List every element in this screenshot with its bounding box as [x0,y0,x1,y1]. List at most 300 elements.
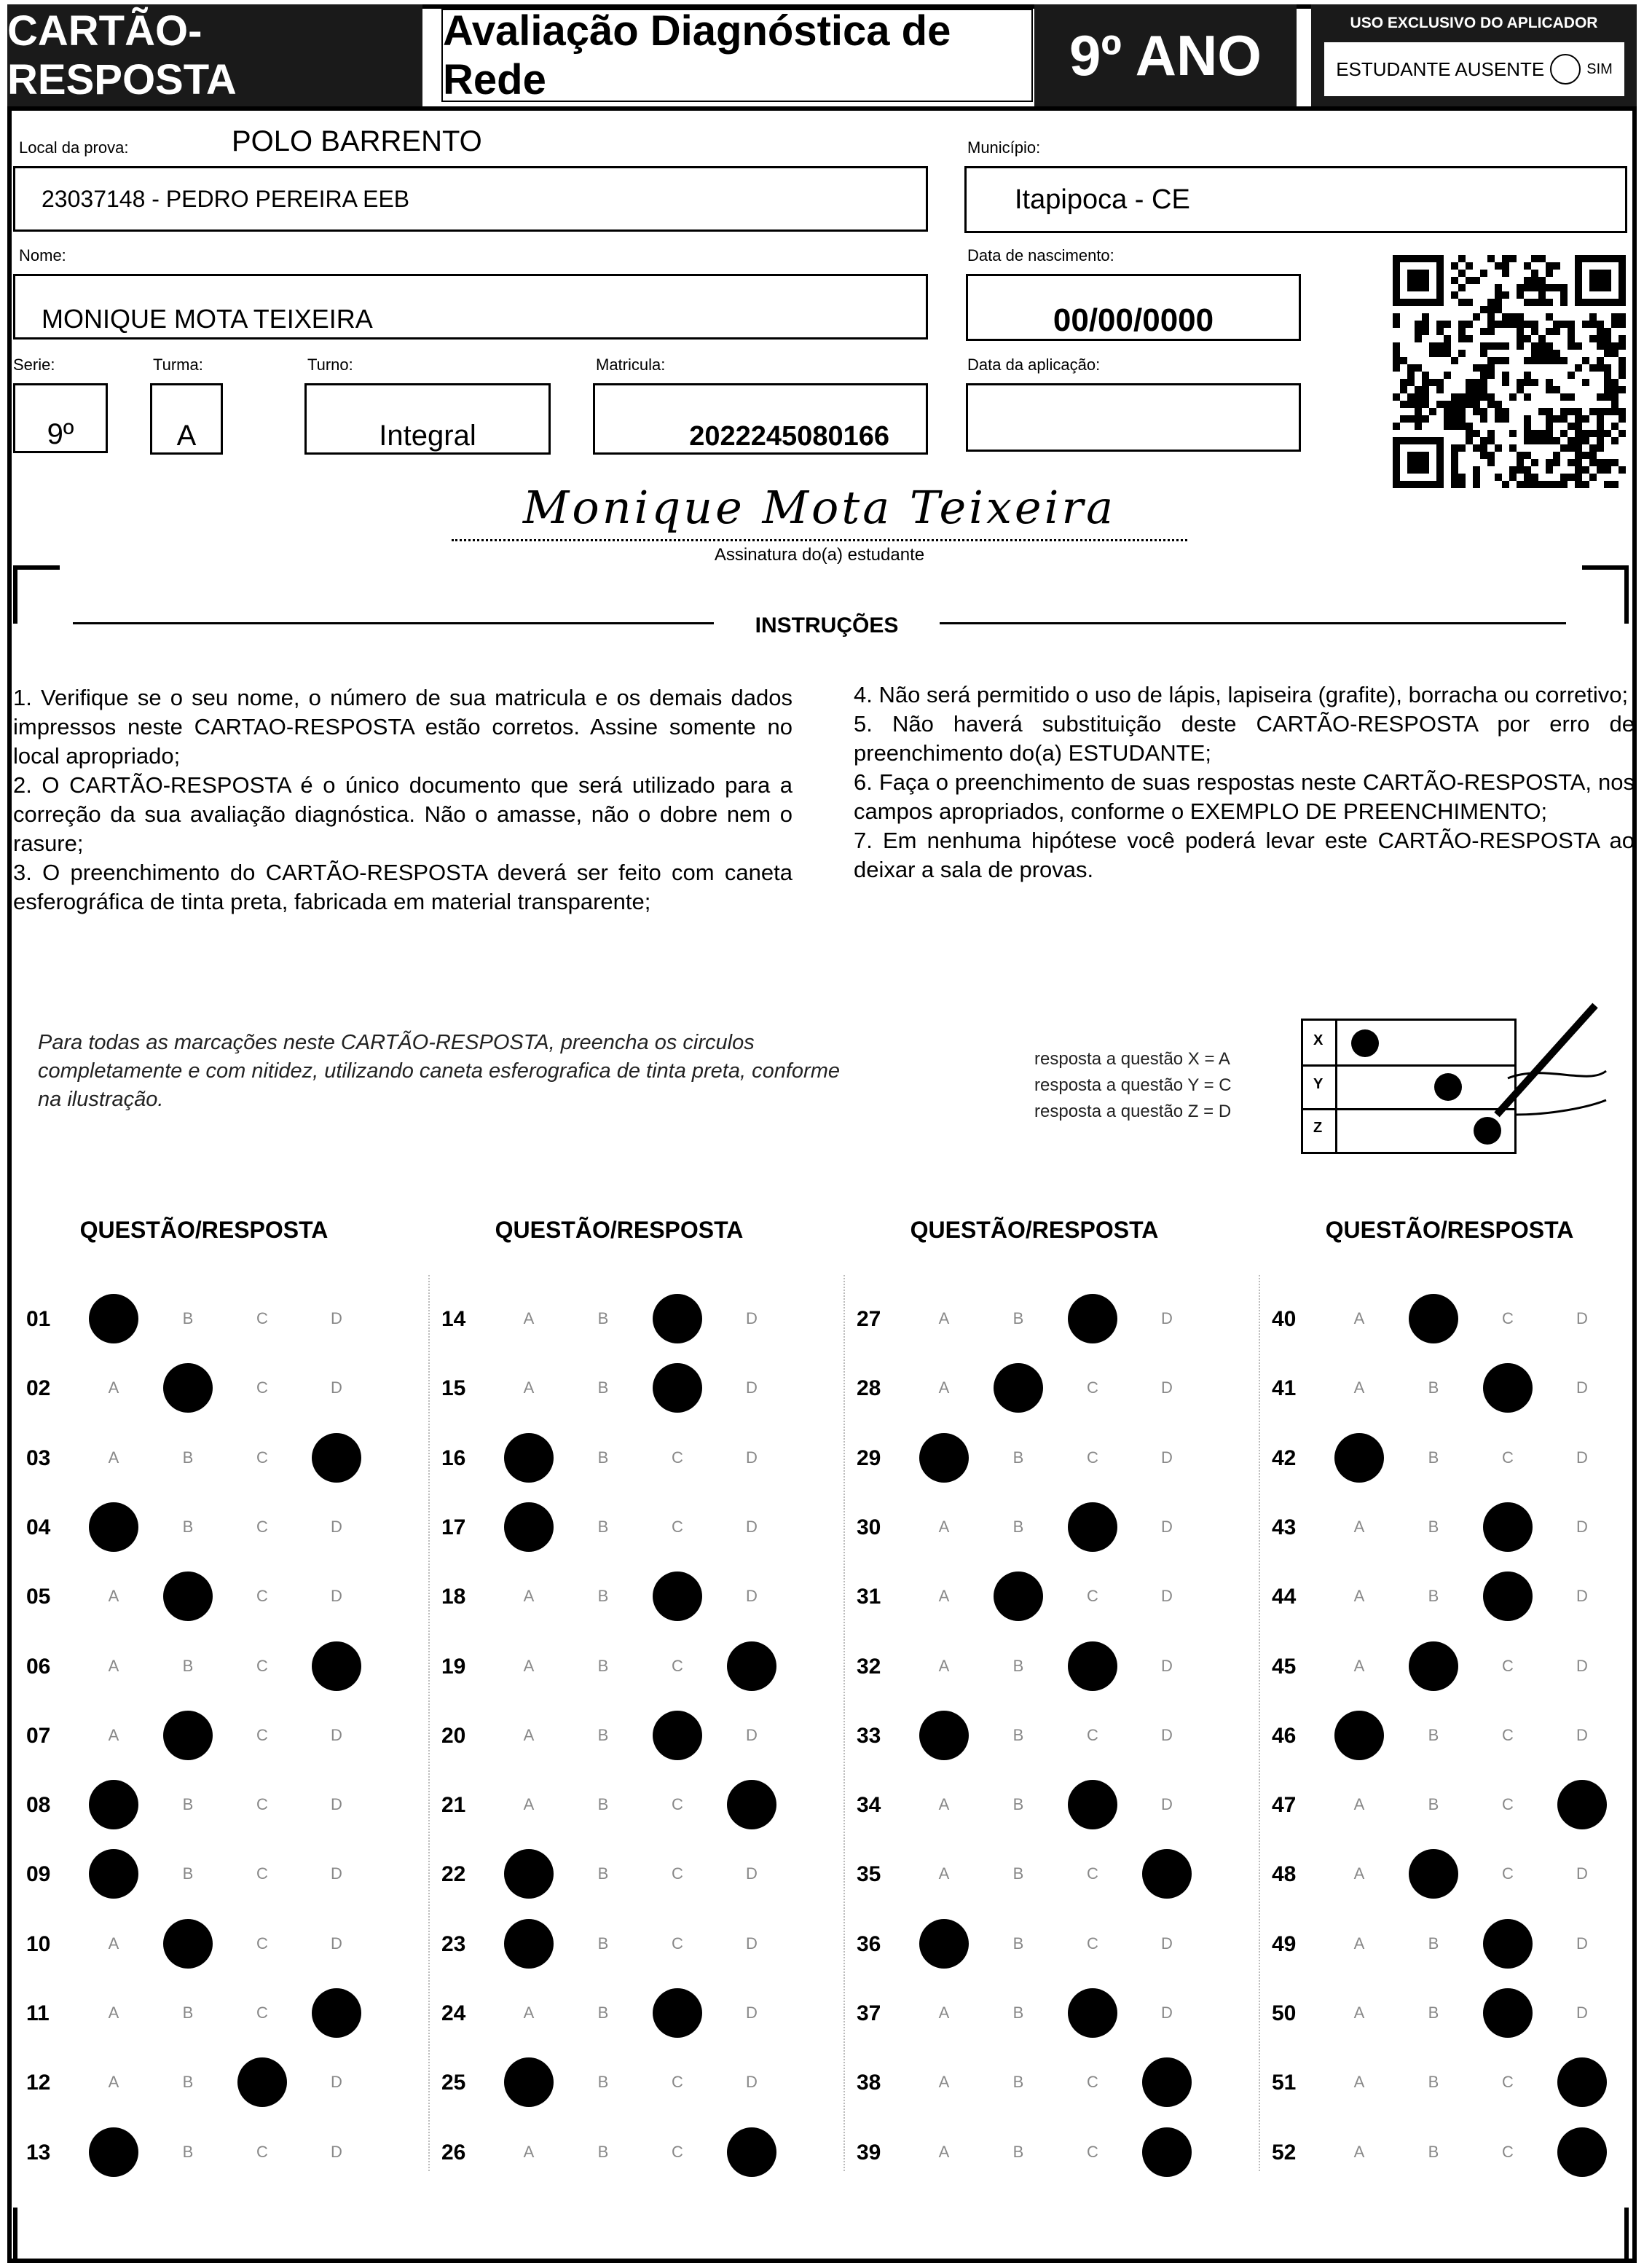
school-field [13,166,928,232]
instruction-3: 3. O preenchimento do CARTÃO-RESPOSTA deverá ser feito com caneta esferográfica de tinta preta, fabricada em material transparente; [13,860,792,914]
bubble-47-d[interactable]: D [1557,1780,1607,1829]
bubble-29-d[interactable]: D [1161,1448,1173,1467]
bubble-31-b[interactable]: B [994,1571,1043,1621]
bubble-49-d[interactable]: D [1576,1934,1588,1953]
bubble-10-a[interactable]: A [108,1934,119,1953]
bubble-28-c[interactable]: C [1087,1378,1098,1397]
bubble-27-b[interactable]: B [1012,1309,1024,1327]
bubble-16-b[interactable]: B [597,1448,609,1467]
turma-label: Turma: [153,356,203,374]
bubble-19-a[interactable]: A [523,1656,535,1675]
question-number: 21 [441,1793,466,1818]
bubble-30-c[interactable]: C [1068,1502,1117,1552]
question-number: 38 [857,2071,881,2095]
bubble-37-a[interactable]: A [938,2004,950,2022]
bubble-44-d[interactable]: D [1576,1587,1588,1606]
bubble-34-b[interactable]: B [1012,1795,1024,1814]
bubble-11-a[interactable]: A [108,2004,119,2022]
bubble-31-d[interactable]: D [1161,1587,1173,1606]
bubble-30-a[interactable]: A [938,1517,950,1536]
bubble-29-c[interactable]: C [1087,1448,1098,1467]
bubble-28-a[interactable]: A [938,1378,950,1397]
bubble-50-d[interactable]: D [1576,2004,1588,2022]
bubble-04-d[interactable]: D [331,1517,342,1536]
question-number: 16 [441,1445,466,1470]
bubble-19-b[interactable]: B [597,1656,609,1675]
bubble-12-a[interactable]: A [108,2073,119,2092]
bubble-52-d[interactable]: D [1557,2127,1607,2177]
bubble-22-a[interactable]: A [504,1849,554,1899]
nascimento-label: Data de nascimento: [967,246,1114,264]
bubble-16-a[interactable]: A [504,1433,554,1483]
bubble-41-b[interactable]: B [1428,1378,1439,1397]
applicator-block [1311,4,1637,106]
bubble-03-a[interactable]: A [108,1448,119,1467]
question-number: 22 [441,1862,466,1887]
instruction-6: 6. Faça o preenchimento de suas respostas neste CARTÃO-RESPOSTA, nos campos apropriados, conforme o EXEMPLO DE PREENCHIMENTO; [854,769,1635,824]
bubble-27-a[interactable]: A [938,1309,950,1327]
bubble-04-c[interactable]: C [256,1517,268,1536]
turma-field [150,383,223,455]
bubble-06-b[interactable]: B [182,1656,194,1675]
bubble-46-c[interactable]: C [1502,1725,1514,1744]
bubble-13-c[interactable]: C [256,2142,268,2161]
turno-label: Turno: [307,356,353,374]
bubble-13-d[interactable]: D [331,2142,342,2161]
bubble-09-a[interactable]: A [89,1849,138,1899]
question-number: 47 [1272,1793,1297,1818]
bubble-39-c[interactable]: C [1087,2142,1098,2161]
bubble-32-d[interactable]: D [1161,1656,1173,1675]
question-number: 18 [441,1585,466,1609]
bubble-41-c[interactable]: C [1483,1363,1533,1413]
bubble-50-c[interactable]: C [1483,1988,1533,2038]
bubble-22-b[interactable]: B [597,1864,609,1883]
bubble-15-c[interactable]: C [653,1363,702,1413]
bubble-29-b[interactable]: B [1012,1448,1024,1467]
bubble-11-b[interactable]: B [182,2004,194,2022]
bubble-45-a[interactable]: A [1353,1656,1365,1675]
pen-illustration [1464,998,1610,1144]
signature: Monique Mota Teixeira [522,481,1117,534]
question-number: 46 [1272,1723,1297,1748]
question-number: 19 [441,1654,466,1679]
bubble-14-c[interactable]: C [653,1294,702,1343]
example-row-z: Z [1313,1120,1323,1136]
bubble-06-d[interactable]: D [312,1641,361,1691]
bubble-15-d[interactable]: D [746,1378,758,1397]
bubble-27-d[interactable]: D [1161,1309,1173,1327]
answers-header-2: QUESTÃO/RESPOSTA [495,1217,744,1243]
bubble-35-d[interactable]: D [1142,1849,1192,1899]
bubble-12-b[interactable]: B [182,2073,194,2092]
bubble-38-b[interactable]: B [1012,2073,1024,2092]
bubble-27-c[interactable]: C [1068,1294,1117,1343]
bubble-02-d[interactable]: D [331,1378,342,1397]
card-title: CARTÃO-RESPOSTA [7,7,237,103]
bubble-47-b[interactable]: B [1428,1795,1439,1814]
bubble-25-a[interactable]: A [504,2057,554,2107]
absent-label: ESTUDANTE AUSENTE [1336,58,1545,80]
bubble-05-d[interactable]: D [331,1587,342,1606]
bubble-26-d[interactable]: D [727,2127,776,2177]
bubble-30-b[interactable]: B [1012,1517,1024,1536]
header-subtitle-block [441,9,1033,102]
instruction-2: 2. O CARTÃO-RESPOSTA é o único documento que será utilizado para a correção da sua avaliação diagnóstica. Não o amasse, não o dobre nem o rasure; [13,772,792,856]
bubble-20-c[interactable]: C [653,1711,702,1760]
bubble-52-a[interactable]: A [1353,2142,1365,2161]
bubble-40-b[interactable]: B [1409,1294,1458,1343]
bubble-32-c[interactable]: C [1068,1641,1117,1691]
bubble-41-a[interactable]: A [1353,1378,1365,1397]
bubble-19-c[interactable]: C [672,1656,683,1675]
bubble-07-c[interactable]: C [256,1725,268,1744]
question-number: 27 [857,1307,881,1331]
bubble-37-c[interactable]: C [1068,1988,1117,2038]
question-number: 35 [857,1862,881,1887]
question-number: 52 [1272,2140,1297,2165]
example-legend [1034,1046,1232,1125]
nome-value: MONIQUE MOTA TEIXEIRA [42,304,373,334]
question-number: 39 [857,2140,881,2165]
bubble-15-b[interactable]: B [597,1378,609,1397]
question-number: 11 [26,2001,50,2025]
bubble-13-b[interactable]: B [182,2142,194,2161]
bubble-05-a[interactable]: A [108,1587,119,1606]
bubble-33-c[interactable]: C [1087,1725,1098,1744]
matricula-label: Matricula: [596,356,666,374]
bubble-36-d[interactable]: D [1161,1934,1173,1953]
bubble-01-c[interactable]: C [256,1309,268,1327]
bubble-18-b[interactable]: B [597,1587,609,1606]
bubble-17-c[interactable]: C [672,1517,683,1536]
municipio-label: Município: [967,138,1041,157]
bubble-05-b[interactable]: B [163,1571,213,1621]
bubble-01-b[interactable]: B [182,1309,194,1327]
bubble-51-b[interactable]: B [1428,2073,1439,2092]
bubble-02-a[interactable]: A [108,1378,119,1397]
question-number: 02 [26,1376,51,1401]
question-number: 13 [26,2140,51,2165]
bubble-22-c[interactable]: C [672,1864,683,1883]
bubble-17-a[interactable]: A [504,1502,554,1552]
bubble-20-a[interactable]: A [523,1725,535,1744]
bubble-45-d[interactable]: D [1576,1656,1588,1675]
bubble-39-b[interactable]: B [1012,2142,1024,2161]
bubble-28-d[interactable]: D [1161,1378,1173,1397]
bubble-32-b[interactable]: B [1012,1656,1024,1675]
bubble-18-c[interactable]: C [653,1571,702,1621]
bubble-33-b[interactable]: B [1012,1725,1024,1744]
bubble-31-a[interactable]: A [938,1587,950,1606]
bubble-44-a[interactable]: A [1353,1587,1365,1606]
bubble-12-d[interactable]: D [331,2073,342,2092]
example-line-z: resposta a questão Z = D [1034,1102,1232,1121]
instruction-7: 7. Em nenhuma hipótese você poderá levar este CARTÃO-RESPOSTA ao deixar a sala de provas. [854,828,1635,882]
bubble-16-d[interactable]: D [746,1448,758,1467]
question-number: 15 [441,1376,466,1401]
bubble-42-c[interactable]: C [1502,1448,1514,1467]
bubble-42-d[interactable]: D [1576,1448,1588,1467]
bubble-13-a[interactable]: A [89,2127,138,2177]
serie-value: 9º [47,418,74,450]
bubble-45-c[interactable]: C [1502,1656,1514,1675]
bubble-41-d[interactable]: D [1576,1378,1588,1397]
bubble-32-a[interactable]: A [938,1656,950,1675]
bubble-44-b[interactable]: B [1428,1587,1439,1606]
bubble-36-a[interactable]: A [919,1919,969,1969]
question-number: 20 [441,1723,466,1748]
example-row-x: X [1313,1032,1324,1048]
bubble-23-b[interactable]: B [597,1934,609,1953]
bubble-46-a[interactable]: A [1334,1711,1384,1760]
bubble-46-d[interactable]: D [1576,1725,1588,1744]
bubble-20-d[interactable]: D [746,1725,758,1744]
serie-field [13,383,108,453]
bubble-28-b[interactable]: B [994,1363,1043,1413]
bubble-29-a[interactable]: A [919,1433,969,1483]
aplicacao-field [966,383,1301,452]
bubble-35-b[interactable]: B [1012,1864,1024,1883]
absent-checkbox[interactable] [1550,54,1581,85]
bubble-33-a[interactable]: A [919,1711,969,1760]
bubble-25-b[interactable]: B [597,2073,609,2092]
bubble-48-b[interactable]: B [1409,1849,1458,1899]
bubble-40-c[interactable]: C [1502,1309,1514,1327]
bubble-14-b[interactable]: B [597,1309,609,1327]
bubble-33-d[interactable]: D [1161,1725,1173,1744]
bubble-11-c[interactable]: C [256,2004,268,2022]
question-number: 36 [857,1931,881,1956]
question-number: 07 [26,1723,51,1748]
bubble-08-c[interactable]: C [256,1795,268,1814]
bubble-34-c[interactable]: C [1068,1780,1117,1829]
bubble-38-c[interactable]: C [1087,2073,1098,2092]
bubble-23-d[interactable]: D [746,1934,758,1953]
signature-line [452,481,1187,541]
serie-label: Serie: [13,356,55,374]
bubble-42-a[interactable]: A [1334,1433,1384,1483]
bubble-18-d[interactable]: D [746,1587,758,1606]
bubble-07-d[interactable]: D [331,1725,342,1744]
bubble-16-c[interactable]: C [672,1448,683,1467]
bubble-36-b[interactable]: B [1012,1934,1024,1953]
bubble-51-c[interactable]: C [1502,2073,1514,2092]
card-subtitle: Avaliação Diagnóstica de Rede [443,7,951,103]
bubble-43-d[interactable]: D [1576,1517,1588,1536]
bubble-50-a[interactable]: A [1353,2004,1365,2022]
bubble-08-b[interactable]: B [182,1795,194,1814]
bubble-21-b[interactable]: B [597,1795,609,1814]
bubble-45-b[interactable]: B [1409,1641,1458,1691]
instructions-title: INSTRUÇÕES [755,613,899,637]
turma-value: A [176,420,197,452]
bubble-18-a[interactable]: A [523,1587,535,1606]
bubble-12-c[interactable]: C [237,2057,287,2107]
nascimento-field [966,274,1301,341]
bubble-48-a[interactable]: A [1353,1864,1365,1883]
question-number: 04 [26,1515,51,1539]
bubble-26-a[interactable]: A [523,2142,535,2161]
instruction-1: 1. Verifique se o seu nome, o número de sua matricula e os demais dados impressos neste CARTAO-RESPOSTA estão corretos. Assine somente no local apropriado; [13,685,792,769]
bubble-06-a[interactable]: A [108,1656,119,1675]
question-number: 42 [1272,1445,1297,1470]
bubble-38-a[interactable]: A [938,2073,950,2092]
bubble-11-d[interactable]: D [312,1988,361,2038]
bubble-24-a[interactable]: A [523,2004,535,2022]
bubble-01-d[interactable]: D [331,1309,342,1327]
applicator-label: USO EXCLUSIVO DO APLICADOR [1350,15,1598,31]
bubble-07-a[interactable]: A [108,1725,119,1744]
bubble-26-c[interactable]: C [672,2142,683,2161]
question-number: 03 [26,1445,51,1470]
instruction-4: 4. Não será permitido o uso de lápis, lapiseira (grafite), borracha ou corretivo; [854,682,1629,707]
bubble-52-b[interactable]: B [1428,2142,1439,2161]
bubble-39-d[interactable]: D [1142,2127,1192,2177]
column-divider [1259,1275,1260,2171]
column-divider [428,1275,430,2171]
header-title-block [7,4,422,106]
example-line-x: resposta a questão X = A [1034,1049,1230,1069]
bubble-23-a[interactable]: A [504,1919,554,1969]
bubble-07-b[interactable]: B [163,1711,213,1760]
bubble-43-b[interactable]: B [1428,1517,1439,1536]
bubble-14-a[interactable]: A [523,1309,535,1327]
bubble-24-c[interactable]: C [653,1988,702,2038]
bubble-17-b[interactable]: B [597,1517,609,1536]
bubble-49-c[interactable]: C [1483,1919,1533,1969]
bubble-09-d[interactable]: D [331,1864,342,1883]
question-number: 41 [1272,1376,1297,1401]
bubble-19-d[interactable]: D [727,1641,776,1691]
bubble-21-c[interactable]: C [672,1795,683,1814]
fill-note: Para todas as marcações neste CARTÃO-RESPOSTA, preencha os circulos completamente e com nitidez, utilizando caneta esferografica de tinta preta, conforme na ilustração. [38,1031,840,1111]
bubble-25-c[interactable]: C [672,2073,683,2092]
corner-top-right [1582,565,1629,624]
question-number: 28 [857,1376,881,1401]
bubble-03-b[interactable]: B [182,1448,194,1467]
bubble-44-c[interactable]: C [1483,1571,1533,1621]
aplicacao-label: Data da aplicação: [967,356,1101,374]
school-value: 23037148 - PEDRO PEREIRA EEB [42,185,410,212]
bubble-04-b[interactable]: B [182,1517,194,1536]
bubble-26-b[interactable]: B [597,2142,609,2161]
bubble-02-c[interactable]: C [256,1378,268,1397]
bubble-38-d[interactable]: D [1142,2057,1192,2107]
bubble-39-a[interactable]: A [938,2142,950,2161]
bubble-37-b[interactable]: B [1012,2004,1024,2022]
bubble-36-c[interactable]: C [1087,1934,1098,1953]
question-number: 49 [1272,1931,1297,1956]
bubble-22-d[interactable]: D [746,1864,758,1883]
bubble-24-d[interactable]: D [746,2004,758,2022]
bubble-05-c[interactable]: C [256,1587,268,1606]
bubble-35-a[interactable]: A [938,1864,950,1883]
bubble-51-a[interactable]: A [1353,2073,1365,2092]
question-number: 44 [1272,1585,1297,1609]
bubble-47-c[interactable]: C [1502,1795,1514,1814]
bubble-37-d[interactable]: D [1161,2004,1173,2022]
bubble-30-d[interactable]: D [1161,1517,1173,1536]
bubble-09-c[interactable]: C [256,1864,268,1883]
question-number: 32 [857,1654,881,1679]
corner-bottom-right [1582,2208,1629,2259]
bubble-35-c[interactable]: C [1087,1864,1098,1883]
municipio-value: Itapipoca - CE [1015,184,1190,215]
question-number: 51 [1272,2071,1297,2095]
bubble-49-b[interactable]: B [1428,1934,1439,1953]
question-number: 12 [26,2071,51,2095]
question-number: 17 [441,1515,466,1539]
bubble-40-d[interactable]: D [1576,1309,1588,1327]
bubble-08-a[interactable]: A [89,1780,138,1829]
bubble-08-d[interactable]: D [331,1795,342,1814]
bubble-31-c[interactable]: C [1087,1587,1098,1606]
bubble-17-d[interactable]: D [746,1517,758,1536]
bubble-21-a[interactable]: A [523,1795,535,1814]
bubble-48-d[interactable]: D [1576,1864,1588,1883]
bubble-02-b[interactable]: B [163,1363,213,1413]
answers-header-4: QUESTÃO/RESPOSTA [1325,1217,1574,1243]
bubble-50-b[interactable]: B [1428,2004,1439,2022]
bubble-51-d[interactable]: D [1557,2057,1607,2107]
bubble-20-b[interactable]: B [597,1725,609,1744]
bubble-49-a[interactable]: A [1353,1934,1365,1953]
bubble-01-a[interactable]: A [89,1294,138,1343]
bubble-04-a[interactable]: A [89,1502,138,1552]
bubble-09-b[interactable]: B [182,1864,194,1883]
bubble-10-b[interactable]: B [163,1919,213,1969]
example-mark-y [1434,1073,1462,1101]
bubble-48-c[interactable]: C [1502,1864,1514,1883]
instructions-right [854,680,1635,884]
bubble-46-b[interactable]: B [1428,1725,1439,1744]
bubble-23-c[interactable]: C [672,1934,683,1953]
bubble-03-c[interactable]: C [256,1448,268,1467]
header-grade-block [1034,4,1297,106]
bubble-25-d[interactable]: D [746,2073,758,2092]
question-number: 33 [857,1723,881,1748]
bubble-03-d[interactable]: D [312,1433,361,1483]
bubble-21-d[interactable]: D [727,1780,776,1829]
bubble-10-d[interactable]: D [331,1934,342,1953]
bubble-24-b[interactable]: B [597,2004,609,2022]
bubble-52-c[interactable]: C [1502,2142,1514,2161]
bubble-06-c[interactable]: C [256,1656,268,1675]
bubble-43-c[interactable]: C [1483,1502,1533,1552]
bubble-14-d[interactable]: D [746,1309,758,1327]
local-value: POLO BARRENTO [232,125,482,157]
answers-header-1: QUESTÃO/RESPOSTA [79,1217,329,1243]
bubble-10-c[interactable]: C [256,1934,268,1953]
bubble-15-a[interactable]: A [523,1378,535,1397]
instructions-left [13,683,792,917]
question-number: 48 [1272,1862,1297,1887]
nome-field [13,274,928,340]
example-mark-x [1351,1029,1379,1057]
bubble-43-a[interactable]: A [1353,1517,1365,1536]
bubble-40-a[interactable]: A [1353,1309,1365,1327]
question-number: 06 [26,1654,51,1679]
instruction-5: 5. Não haverá substituição deste CARTÃO-RESPOSTA por erro de preenchimento do(a) ESTUDANTE; [854,711,1635,766]
bubble-47-a[interactable]: A [1353,1795,1365,1814]
bubble-42-b[interactable]: B [1428,1448,1439,1467]
question-number: 50 [1272,2001,1297,2025]
question-number: 26 [441,2140,466,2165]
question-number: 09 [26,1862,51,1887]
bubble-34-d[interactable]: D [1161,1795,1173,1814]
bubble-34-a[interactable]: A [938,1795,950,1814]
